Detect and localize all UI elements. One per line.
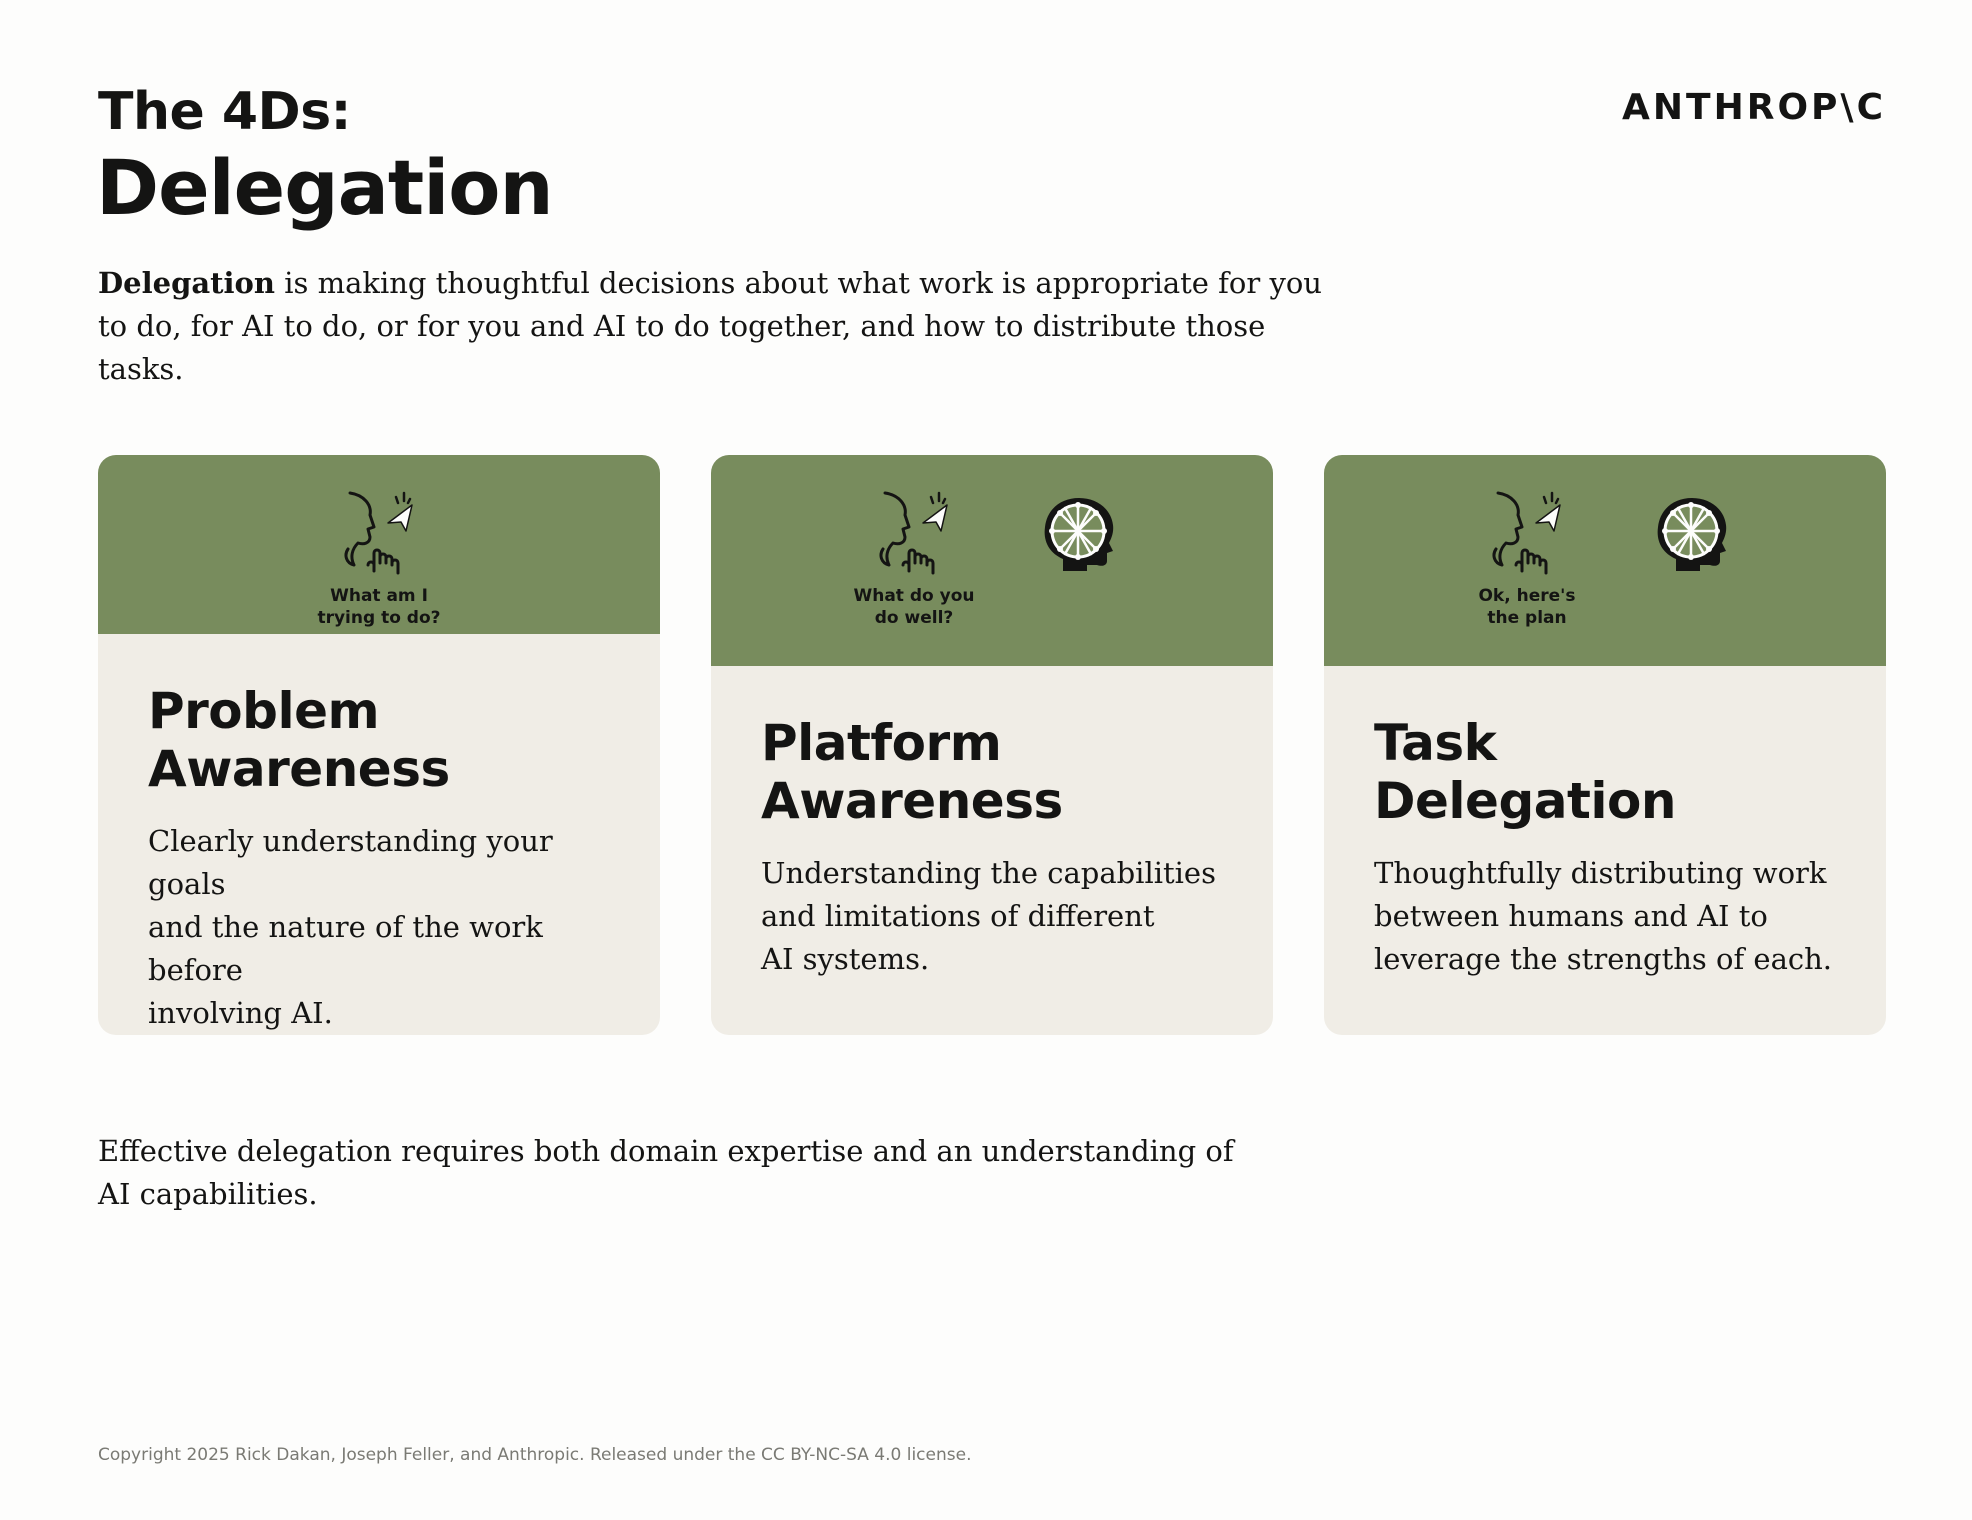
card-header	[1324, 455, 1886, 666]
card-description: Understanding the capabilities and limitations of different AI systems.	[761, 856, 1216, 976]
page-title: Delegation	[96, 143, 553, 232]
cards-row	[98, 455, 1886, 1035]
kicker-heading: The 4Ds:	[98, 82, 351, 142]
card-description: Clearly understanding your goals and the nature of the work before involving AI.	[148, 824, 553, 1030]
card-caption: What am I trying to do?	[317, 586, 441, 628]
intro-text: is making thoughtful decisions about what work is appropriate for you to do, for AI to do, or for you and AI to do together, and how to distribute those tasks.	[98, 266, 1322, 386]
copyright-footer: Copyright 2025 Rick Dakan, Joseph Feller, and Anthropic. Released under the CC BY-NC-SA 4.0 license.	[98, 1445, 972, 1465]
card-body	[1324, 666, 1886, 981]
card-header	[98, 455, 660, 634]
card-body	[98, 634, 660, 1035]
card-caption: What do you do well?	[853, 586, 975, 628]
ai-head-icon	[1654, 495, 1730, 575]
card-task-delegation	[1324, 455, 1886, 1035]
card-header	[711, 455, 1273, 666]
card-platform-awareness	[711, 455, 1273, 1035]
brand-logo: ANTHROP\C	[1622, 87, 1886, 128]
person-speaking-cursor-icon	[875, 491, 953, 577]
closing-paragraph: Effective delegation requires both domain expertise and an understanding of AI capabilities.	[98, 1134, 1234, 1211]
icon-group	[309, 491, 449, 629]
card-title: Platform Awareness	[761, 714, 1063, 830]
card-title: Problem Awareness	[148, 682, 450, 798]
intro-term: Delegation	[98, 266, 275, 300]
ai-head-icon	[1041, 495, 1117, 575]
icon-group	[844, 491, 984, 629]
card-problem-awareness	[98, 455, 660, 1035]
card-title: Task Delegation	[1374, 714, 1676, 830]
person-speaking-cursor-icon	[340, 491, 418, 577]
icon-group	[1457, 491, 1597, 629]
card-body	[711, 666, 1273, 981]
card-description: Thoughtfully distributing work between humans and AI to leverage the strengths of each.	[1374, 856, 1833, 976]
card-caption: Ok, here's the plan	[1478, 586, 1576, 628]
person-speaking-cursor-icon	[1488, 491, 1566, 577]
intro-paragraph	[98, 262, 1338, 391]
